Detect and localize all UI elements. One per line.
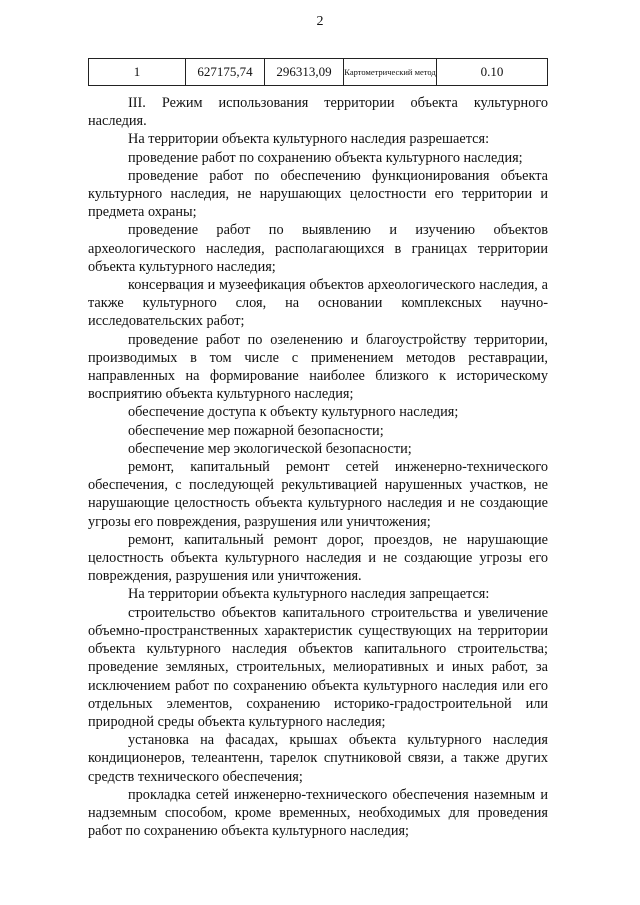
page-number: 2 — [316, 14, 324, 29]
paragraph: На территории объекта культурного наследия разрешается: — [128, 131, 490, 148]
table-cell-point: 1 — [89, 59, 186, 86]
coordinates-table — [88, 58, 548, 86]
paragraph: проведение работ по сохранению объекта культурного наследия; — [128, 149, 523, 166]
table-cell-accuracy: 0.10 — [437, 59, 548, 86]
paragraph: ремонт, капитальный ремонт дорог, проездов, не нарушающие целостность объекта культурного наследия и не создающие угрозы его повреждения, разрушения или уничтожения. — [88, 531, 548, 585]
table-cell-x: 627175,74 — [186, 59, 265, 86]
table-cell-method: Картометрический метод — [344, 59, 437, 86]
paragraph: консервация и музеефикация объектов археологического наследия, а также культурного слоя, на основании комплексных научно-исследовательских работ; — [88, 277, 548, 330]
paragraph: прокладка сетей инженерно-технического обеспечения наземным и надземным способом, кроме временных, необходимых для проведения работ по сохранению объекта культурного наследия; — [88, 786, 548, 840]
section-heading: III. Режим использования территории объекта культурного наследия. — [88, 95, 548, 130]
table-cell-y: 296313,09 — [265, 59, 344, 86]
paragraph: строительство объектов капитального строительства и увеличение объемно-пространственных характеристик существующих на территории объекта культурного наследия объектов капитального строительства; проведение земляных, строительных, мелиоративных и иных работ, за исключением работ по сохранению объекта культурного наследия или его отдельных элементов, сохранению историко-градостроительной или природной среды объекта культурного наследия; — [88, 604, 548, 730]
paragraph: обеспечение мер пожарной безопасности; — [128, 422, 384, 439]
paragraph: обеспечение доступа к объекту культурного наследия; — [128, 404, 459, 421]
paragraph: проведение работ по обеспечению функционирования объекта культурного наследия, не нарушающих целостности его территории и предмета охраны; — [88, 167, 548, 221]
paragraph: установка на фасадах, крышах объекта культурного наследия кондиционеров, телеантенн, тарелок спутниковой связи, а также других средств технического обеспечения; — [88, 732, 548, 785]
paragraph: ремонт, капитальный ремонт сетей инженерно-технического обеспечения, с последующей рекультивацией нарушенных участков, не нарушающие целостность объекта культурного наследия и не создающие угрозы его повреждения, разрушения или уничтожения; — [88, 459, 548, 530]
paragraph: обеспечение мер экологической безопасности; — [128, 440, 412, 457]
paragraph: проведение работ по озеленению и благоустройству территории, производимых в том числе с применением методов реставрации, направленных на формирование наиболее близкого к историческому восприятию объекта культурного наследия; — [88, 331, 548, 403]
paragraph: проведение работ по выявлению и изучению объектов археологического наследия, располагающихся в границах территории объекта культурного наследия; — [88, 222, 548, 275]
paragraph: На территории объекта культурного наследия запрещается: — [128, 586, 490, 603]
document-body — [88, 94, 548, 840]
table-row — [89, 59, 548, 86]
